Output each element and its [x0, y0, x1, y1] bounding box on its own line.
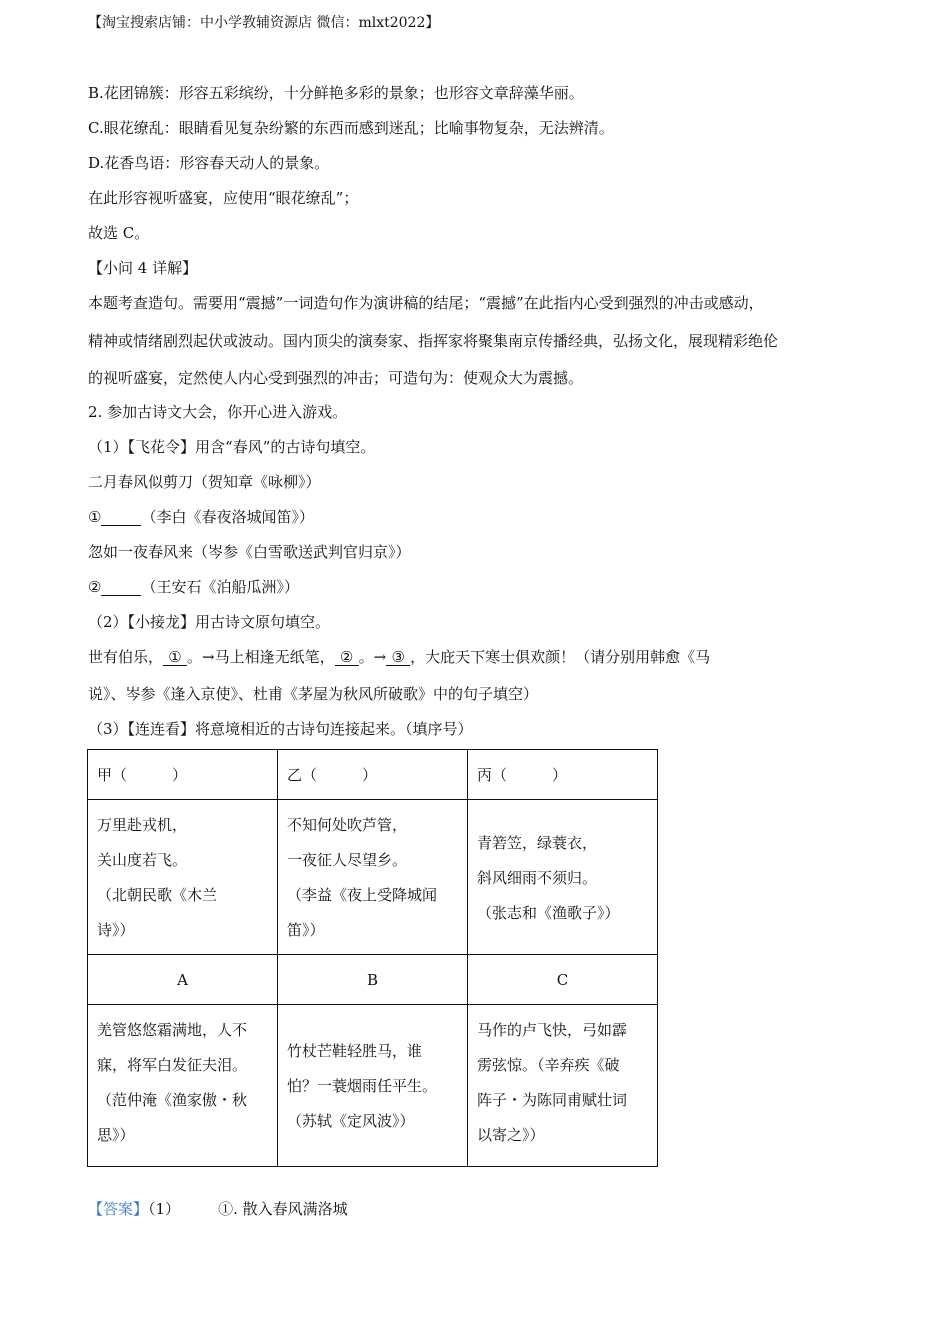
answer-line: [88, 1198, 348, 1219]
answer-blank[interactable]: [101, 510, 141, 526]
option-cell-b: [278, 1005, 468, 1167]
chain-blank-2[interactable]: ②: [335, 650, 359, 666]
blank-number: ①: [88, 508, 102, 526]
poem-cell-jia: [88, 800, 278, 955]
cell-text: （北朝民歌《木兰: [97, 886, 218, 904]
cell-text: （范仲淹《渔家傲・秋: [97, 1091, 248, 1109]
chain-line-2: 说》、岑参《逢入京使》、杜甫《茅屋为秋风所破歌》中的句子填空）: [88, 685, 539, 703]
poem-line-1: 二月春风似剪刀（贺知章《咏柳》）: [88, 473, 321, 491]
poem-source: （王安石《泊船瓜洲》）: [141, 578, 299, 596]
chain-blank-1[interactable]: ①: [163, 650, 187, 666]
cell-text: （李益《夜上受降城闻: [287, 886, 438, 904]
section-3-instruction: （3）【连连看】将意境相近的古诗句连接起来。（填序号）: [88, 720, 473, 738]
poem-cell-yi: [278, 800, 468, 955]
option-d-explanation: D.花香鸟语：形容春天动人的景象。: [88, 154, 330, 172]
chain-line-1: [88, 646, 710, 667]
blank-number: ②: [88, 578, 102, 596]
cell-text: （张志和《渔歌子》）: [477, 903, 620, 922]
answer-text: ①. 散入春风满洛城: [218, 1200, 348, 1218]
cell-text: 不知何处吹芦管，: [287, 816, 408, 834]
cell-text: 羌管悠悠霜满地，人不: [97, 1021, 248, 1039]
cell-text: 怕？一蓑烟雨任平生。: [287, 1077, 438, 1095]
label-cell-a: A: [88, 955, 278, 1005]
sub-question-4-heading: 【小问 4 详解】: [88, 259, 198, 277]
header-cell-jia[interactable]: 甲（ ）: [88, 750, 278, 800]
matching-table: [87, 749, 658, 1167]
section-2-instruction: （2）【小接龙】用古诗文原句填空。: [88, 613, 331, 631]
header-cell-yi[interactable]: 乙（ ）: [278, 750, 468, 800]
poem-line-2: 忽如一夜春风来（岑参《白雪歌送武判官归京》）: [88, 543, 411, 561]
chain-text: ，大庇天下寒士俱欢颜！（请分别用韩愈《马: [410, 648, 711, 666]
chain-blank-3[interactable]: ③: [386, 650, 410, 666]
fill-blank-1: [88, 506, 314, 527]
question-2-heading: 2. 参加古诗文大会，你开心进入游戏。: [88, 403, 348, 421]
analysis-line-1: 本题考查造句。需要用“震撼”一词造句作为演讲稿的结尾；“震撼”在此指内心受到强烈的冲击或感动，: [88, 294, 764, 312]
cell-text: 一夜征人尽望乡。: [287, 851, 408, 869]
option-cell-a: [88, 1005, 278, 1167]
usage-note: 在此形容视听盛宴，应使用“眼花缭乱”；: [88, 189, 359, 207]
header-cell-bing[interactable]: 丙（ ）: [468, 750, 658, 800]
cell-text: 笛》）: [287, 921, 325, 939]
answer-label: 【答案】: [88, 1200, 149, 1218]
cell-text: 阵子・为陈同甫赋壮词: [477, 1091, 628, 1109]
analysis-line-3: 的视听盛宴，定然使人内心受到强烈的冲击；可造句为：使观众大为震撼。: [88, 369, 584, 387]
option-b-explanation: B.花团锦簇：形容五彩缤纷，十分鲜艳多彩的景象；也形容文章辞藻华丽。: [88, 84, 584, 102]
option-c-explanation: C.眼花缭乱：眼睛看见复杂纷繁的东西而感到迷乱；比喻事物复杂，无法辨清。: [88, 119, 614, 137]
answer-blank[interactable]: [101, 580, 141, 596]
cell-text: 以寄之》）: [477, 1126, 545, 1144]
answer-part: （1）: [148, 1200, 181, 1218]
cell-text: 雳弦惊。（辛弃疾《破: [477, 1056, 620, 1074]
cell-text: 思》）: [97, 1126, 135, 1144]
chain-text: 世有伯乐，: [88, 648, 164, 666]
cell-text: 寐，将军白发征夫泪。: [97, 1056, 248, 1074]
choice-line: 故选 C。: [88, 224, 150, 242]
option-cell-c: [468, 1005, 658, 1167]
fill-blank-2: [88, 576, 299, 597]
section-1-instruction: （1）【飞花令】用含“春风”的古诗句填空。: [88, 438, 376, 456]
chain-text: 。→: [358, 648, 387, 666]
cell-text: 马作的卢飞快，弓如霹: [477, 1021, 628, 1039]
poem-cell-bing: [468, 800, 658, 955]
label-cell-b: B: [278, 955, 468, 1005]
cell-text: 斜风细雨不须归。: [477, 868, 598, 887]
chain-text: 。→马上相逢无纸笔，: [187, 648, 335, 666]
cell-text: 关山度若飞。: [97, 851, 188, 869]
cell-text: 诗》）: [97, 921, 135, 939]
poem-source: （李白《春夜洛城闻笛》）: [141, 508, 314, 526]
cell-text: 青箬笠，绿蓑衣，: [477, 833, 598, 852]
cell-text: 万里赴戎机，: [97, 816, 188, 834]
cell-text: 竹杖芒鞋轻胜马，谁: [287, 1042, 423, 1060]
label-cell-c: C: [468, 955, 658, 1005]
analysis-line-2: 精神或情绪剧烈起伏或波动。国内顶尖的演奏家、指挥家将聚集南京传播经典，弘扬文化，展现精彩绝伦: [88, 332, 779, 350]
page-header: 【淘宝搜索店铺：中小学教辅资源店 微信：mlxt2022】: [88, 15, 440, 31]
cell-text: （苏轼《定风波》）: [287, 1112, 415, 1130]
